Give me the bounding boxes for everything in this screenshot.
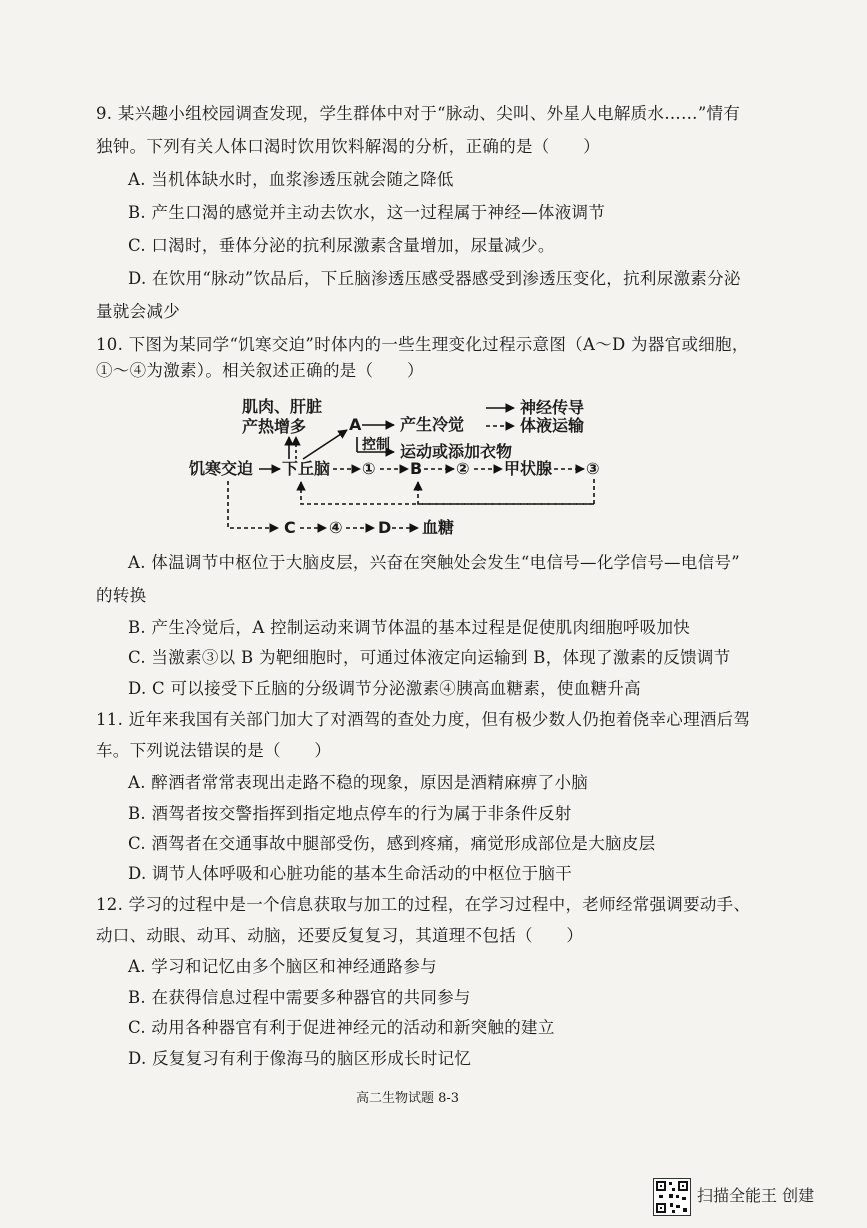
diagram-node-a: A <box>349 415 362 434</box>
diagram-hormone-3: ③ <box>586 459 600 478</box>
diagram-node-c: C <box>284 518 296 537</box>
q9-option-b: B. 产生口渴的感觉并主动去饮水，这一过程属于神经—体液调节 <box>128 203 606 222</box>
q11-option-b: B. 酒驾者按交警指挥到指定地点停车的行为属于非条件反射 <box>128 804 572 823</box>
hunger-to-c-arrow <box>228 481 278 528</box>
q11-option-c: C. 酒驾者在交通事故中腿部受伤，感到疼痛，痛觉形成部位是大脑皮层 <box>128 834 656 853</box>
qr-code-icon <box>653 1178 691 1216</box>
scanner-watermark: 扫描全能王 创建 <box>697 1186 815 1205</box>
q10-option-a-line1: A. 体温调节中枢位于大脑皮层，兴奋在突触处会发生“电信号—化学信号—电信号” <box>128 553 740 572</box>
q12-option-b: B. 在获得信息过程中需要多种器官的共同参与 <box>128 988 471 1007</box>
diagram-control: 控制 <box>362 437 390 453</box>
q9-option-c: C. 口渴时，垂体分泌的抗利尿激素含量增加，尿量减少。 <box>128 236 555 255</box>
q12-stem-line2: 动口、动眼、动耳、动脑，还要反复复习，其道理不包括（ ） <box>96 926 584 945</box>
q10-option-b: B. 产生冷觉后，A 控制运动来调节体温的基本过程是促使肌肉细胞呼吸加快 <box>128 618 691 637</box>
feedback-to-b-arrow <box>418 482 594 504</box>
diagram-legend-fluid: 体液运输 <box>520 416 585 435</box>
q12-option-c: C. 动用各种器官有利于促进神经元的活动和新突触的建立 <box>128 1018 555 1037</box>
diagram-cold-feeling: 产生冷觉 <box>400 415 465 434</box>
q10-option-a-line2: 的转换 <box>96 586 147 605</box>
q10-stem-line2: ①～④为激素）。相关叙述正确的是（ ） <box>96 361 424 380</box>
diagram-hormone-2: ② <box>456 459 470 478</box>
q9-option-d-line1: D. 在饮用“脉动”饮品后，下丘脑渗透压感受器感受到渗透压变化，抗利尿激素分泌 <box>128 269 741 288</box>
q10-option-c: C. 当激素③以 B 为靶细胞时，可通过体液定向运输到 B，体现了激素的反馈调节 <box>128 648 731 667</box>
q12-stem-line1: 12. 学习的过程中是一个信息获取与加工的过程，在学习过程中，老师经常强调要动手、 <box>96 895 751 914</box>
q9-option-a: A. 当机体缺水时，血浆渗透压就会随之降低 <box>128 170 454 189</box>
q11-option-a: A. 醉酒者常常表现出走路不稳的现象，原因是酒精麻痹了小脑 <box>128 773 589 792</box>
diagram-hormone-1: ① <box>362 459 376 478</box>
diagram-legend-nerve: 神经传导 <box>520 398 585 417</box>
q9-option-d-line2: 量就会减少 <box>96 302 180 321</box>
feedback-to-hypo-arrow <box>301 479 594 504</box>
q12-option-d: D. 反复复习有利于像海马的脑区形成长时记忆 <box>128 1049 472 1068</box>
diagram-hunger-cold: 饥寒交迫 <box>189 459 254 478</box>
q9-stem-line2: 独钟。下列有关人体口渴时饮用饮料解渴的分析，正确的是（ ） <box>96 137 600 156</box>
q10-option-d: D. C 可以接受下丘脑的分级调节分泌激素④胰高血糖素，使血糖升高 <box>128 679 641 698</box>
diagram-thyroid: 甲状腺 <box>504 459 553 478</box>
q10-stem-line1: 10. 下图为某同学“饥寒交迫”时体内的一些生理变化过程示意图（A～D 为器官或细胞， <box>96 335 749 354</box>
page-footer: 高二生物试题 8-3 <box>356 1091 460 1106</box>
diagram-hormone-4: ④ <box>329 518 343 537</box>
diagram-hypothalamus: 下丘脑 <box>282 459 331 478</box>
diagram-node-b: B <box>410 459 423 478</box>
diagram-heat-increase: 产热增多 <box>242 417 307 436</box>
q11-stem-line2: 车。下列说法错误的是（ ） <box>96 741 332 760</box>
q11-option-d: D. 调节人体呼吸和心脏功能的基本生命活动的中枢位于脑干 <box>128 864 573 883</box>
q11-stem-line1: 11. 近年来我国有关部门加大了对酒驾的查处力度，但有极少数人仍抱着侥幸心理酒后驾 <box>96 710 751 729</box>
q9-stem-line1: 9. 某兴趣小组校园调查发现，学生群体中对于“脉动、尖叫、外星人电解质水……”情有 <box>96 104 741 123</box>
diagram-blood-sugar: 血糖 <box>422 518 455 537</box>
q12-option-a: A. 学习和记忆由多个脑区和神经通路参与 <box>128 957 437 976</box>
hypo-to-a-arrow <box>303 430 347 459</box>
diagram-exercise: 运动或添加衣物 <box>400 442 513 461</box>
diagram-node-d: D <box>378 518 392 537</box>
diagram-muscle-liver: 肌肉、肝脏 <box>242 397 323 416</box>
